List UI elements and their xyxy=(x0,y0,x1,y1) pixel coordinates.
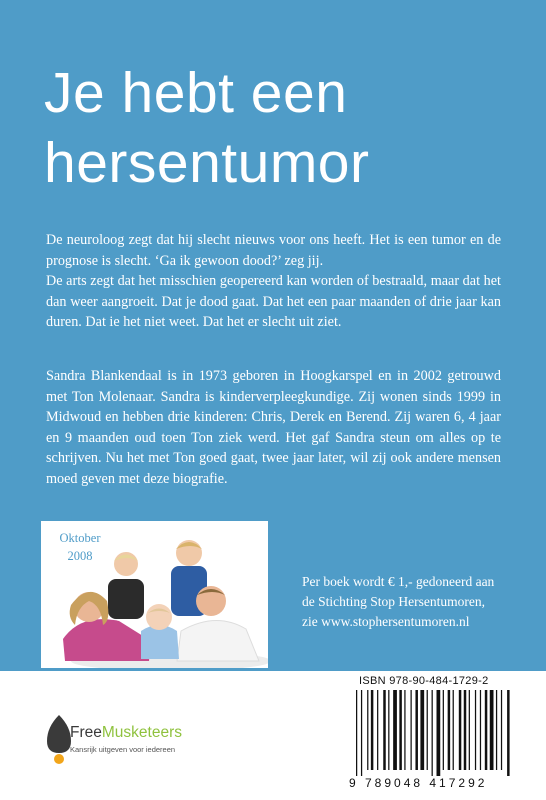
publisher-name-free: Free xyxy=(70,724,102,741)
blurb-paragraph-2: De arts zegt dat het misschien geopereerd kan worden of bestraald, maar dat het dan weer aangroeit. Dat je dood gaat. Dat het een paar maanden of drie jaar kan duren. Dat ie het niet weet. Dat het er slecht uit ziet. xyxy=(46,273,501,330)
barcode-bar xyxy=(459,690,462,770)
barcode-bar xyxy=(367,690,368,770)
barcode-bar xyxy=(469,690,470,770)
blurb-paragraph-1: De neuroloog zegt dat hij slecht nieuws voor ons heeft. Het is een tumor en de prognose is slecht. ‘Ga ik gewoon dood?’ zeg jij. xyxy=(46,232,501,269)
barcode-bar xyxy=(420,690,424,770)
barcode-bar xyxy=(388,690,389,770)
barcode-bar xyxy=(443,690,444,770)
barcode-bar xyxy=(432,690,433,776)
barcode-bar xyxy=(427,690,428,770)
barcode-bar xyxy=(399,690,402,770)
barcode-bar xyxy=(404,690,405,770)
barcode xyxy=(352,690,520,778)
barcode-bar xyxy=(383,690,386,770)
photo-caption-year: 2008 xyxy=(67,549,93,563)
barcode-bar xyxy=(377,690,378,770)
isbn-digits: 9 789048 417292 xyxy=(349,776,488,790)
book-title xyxy=(44,58,524,198)
barcode-bar xyxy=(437,690,441,776)
barcode-bar xyxy=(475,690,476,770)
photo-caption-month: Oktober xyxy=(59,531,101,545)
donation-line-1: Per boek wordt € 1,- gedoneerd aan xyxy=(302,574,495,589)
barcode-bar xyxy=(507,690,510,776)
author-bio: Sandra Blankendaal is in 1973 geboren in Hoogkarspel en in 2002 getrouwd met Ton Molenaar. Sandra is kinderverpleegkundige. Zij wonen sinds 1999 in Midwoud en hebben drie kinderen: Chris, Derek en Berend. Zij waren 6, 4 jaar en 9 maanden oud toen Ton ziek werd. Het gaf Sandra steun om alles op te schrijven. Nu het met Ton goed gaat, twee jaar later, wil zij ook andere mensen moed geven met deze biografie. xyxy=(46,368,501,487)
photo-caption xyxy=(49,529,111,565)
barcode-bar xyxy=(453,690,454,770)
publisher-tagline: Kansrijk uitgeven voor iedereen xyxy=(70,745,176,754)
barcode-bar xyxy=(485,690,488,770)
book-title-line-2: hersentumor xyxy=(44,131,370,195)
publisher-name-musketeers: Musketeers xyxy=(101,724,182,741)
barcode-bar xyxy=(415,690,418,770)
barcode-bar xyxy=(393,690,397,770)
barcode-bar xyxy=(480,690,481,770)
barcode-bar xyxy=(361,690,362,776)
barcode-bar xyxy=(496,690,497,770)
family-photo xyxy=(41,521,268,668)
donation-note xyxy=(302,572,532,632)
barcode-bar xyxy=(464,690,467,770)
donation-line-3: zie www.stophersentumoren.nl xyxy=(302,614,470,629)
barcode-bar xyxy=(490,690,494,770)
barcode-bar xyxy=(501,690,502,770)
barcode-bar xyxy=(448,690,451,770)
book-title-line-1: Je hebt een xyxy=(44,61,348,125)
publisher-name xyxy=(70,724,182,742)
barcode-bar xyxy=(371,690,374,770)
isbn-label: ISBN 978-90-484-1729-2 xyxy=(359,675,489,687)
donation-line-2: de Stichting Stop Hersentumoren, xyxy=(302,594,485,609)
barcode-bar xyxy=(356,690,357,776)
barcode-bar xyxy=(411,690,412,770)
